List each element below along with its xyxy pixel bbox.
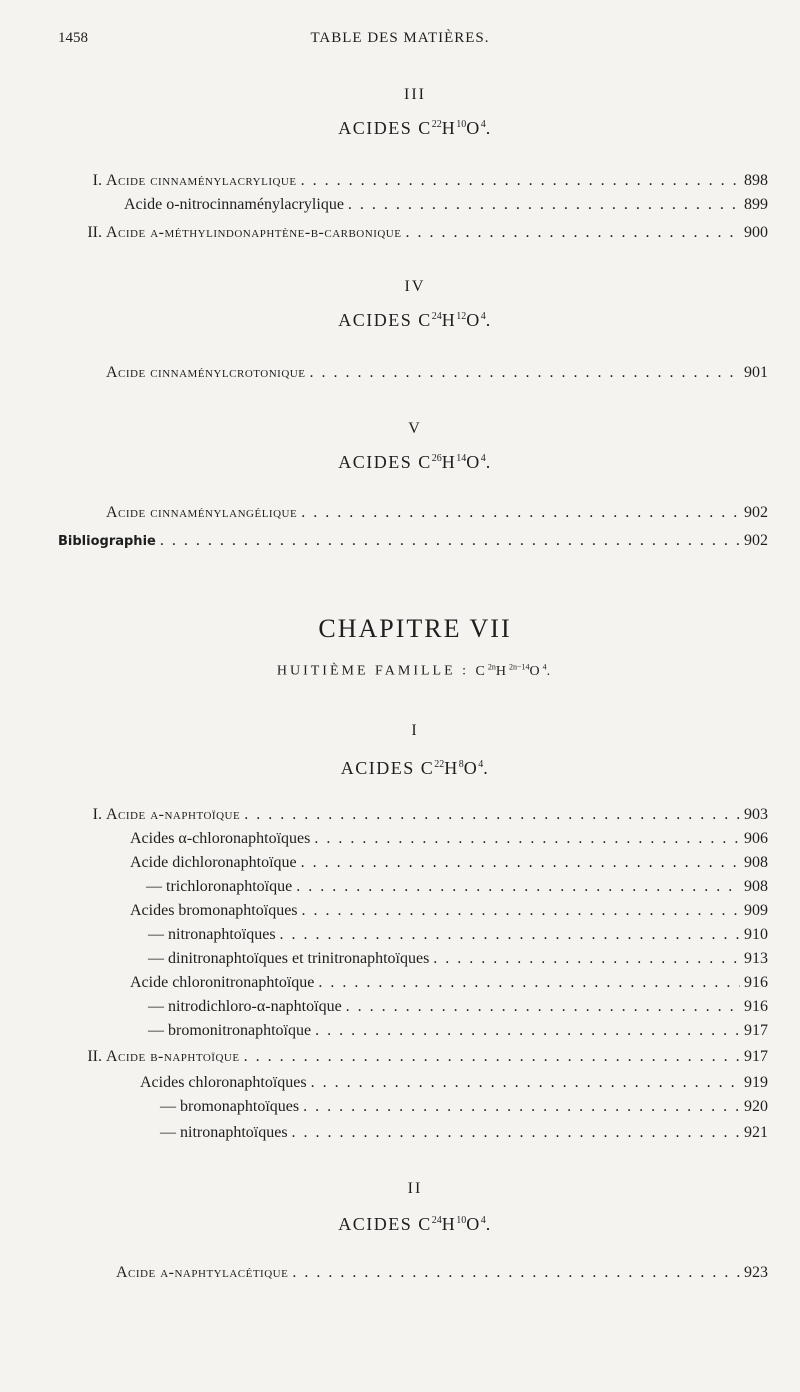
entry-title: — bromonaphtoïques (160, 1098, 300, 1115)
page-header (0, 30, 800, 54)
dot-leader (280, 924, 740, 946)
dot-leader (309, 362, 740, 384)
chemical-formula: $C^{24}H^{10}O^4$. (418, 1214, 492, 1234)
running-title: TABLE DES MATIÈRES. (310, 30, 490, 46)
formula-superscript: 4 (480, 119, 486, 130)
entry-title: Acide α-méthylindonaphtène-β-carbonique (106, 224, 402, 241)
chemical-formula: $C^{2n}H^{2n-14}O^4$. (475, 662, 554, 679)
entry-page-number: 917 (744, 1048, 768, 1065)
toc-entry[interactable] (76, 804, 768, 826)
toc-entry[interactable] (140, 1072, 768, 1094)
toc-entry[interactable] (124, 194, 768, 216)
dot-leader (315, 1020, 740, 1042)
formula-superscript: 2n (487, 662, 496, 671)
formula-superscript: 4 (478, 759, 484, 770)
section-heading (0, 1214, 800, 1235)
entry-page-number: 916 (744, 974, 768, 991)
section-heading (0, 118, 800, 139)
formula-superscript: 8 (458, 759, 464, 770)
toc-entry[interactable] (160, 1122, 768, 1144)
entry-page-number: 906 (744, 830, 768, 847)
entry-title: Acide cinnaménylcrotonique (106, 364, 306, 381)
entry-title: — nitrodichloro-α-naphtoïque (148, 998, 342, 1015)
dot-leader (244, 1046, 740, 1068)
entry-title: Acide α-naphtylacétique (116, 1264, 289, 1281)
formula-superscript: 22 (434, 759, 445, 770)
formula-superscript: 22 (431, 119, 442, 130)
toc-entry[interactable] (76, 222, 768, 244)
formula-superscript: 4 (480, 453, 486, 464)
section-heading (0, 452, 800, 473)
toc-entry[interactable] (148, 924, 768, 946)
section-heading-label: ACIDES (340, 758, 415, 778)
formula-superscript: 12 (456, 311, 467, 322)
entry-page-number: 902 (744, 504, 768, 521)
formula-superscript: 26 (431, 453, 442, 464)
entry-title: Acides chloronaphtoïques (140, 1074, 307, 1091)
section-roman-numeral: II (407, 1180, 423, 1197)
entry-title: — nitronaphtoïques (160, 1124, 288, 1141)
dot-leader (160, 530, 740, 552)
dot-leader (296, 876, 740, 898)
dot-leader (301, 852, 740, 874)
entry-title: Acides bromonaphtoïques (130, 902, 298, 919)
entry-title: Acide cinnaménylacrylique (106, 172, 297, 189)
entry-page-number: 901 (744, 364, 768, 381)
section-heading-label: ACIDES (338, 452, 413, 472)
entry-page-number: 898 (744, 172, 768, 189)
entry-title: Acides α-chloronaphtoïques (130, 830, 311, 847)
chemical-formula: $C^{26}H^{14}O^4$. (418, 452, 492, 472)
entry-page-number: 902 (744, 532, 768, 549)
section-heading (0, 758, 800, 779)
entry-title: — bromonitronaphtoïque (148, 1022, 312, 1039)
entry-number: I. (92, 172, 102, 189)
entry-page-number: 908 (744, 854, 768, 871)
chapter-title: CHAPITRE VII (318, 614, 512, 643)
toc-entry[interactable] (130, 900, 768, 922)
dot-leader (301, 502, 740, 524)
formula-superscript: 24 (431, 311, 442, 322)
section-roman-numeral: V (408, 420, 422, 437)
toc-entry[interactable] (148, 996, 768, 1018)
page-number: 1458 (58, 30, 88, 46)
dot-leader (405, 222, 740, 244)
toc-entry[interactable] (130, 972, 768, 994)
formula-superscript: 4 (542, 662, 547, 671)
toc-entry[interactable] (130, 852, 768, 874)
toc-entry[interactable] (76, 1046, 768, 1068)
dot-leader (311, 1072, 740, 1094)
formula-superscript: 4 (480, 311, 486, 322)
entry-number: II. (87, 1048, 102, 1065)
dot-leader (302, 900, 740, 922)
entry-number: I. (92, 806, 102, 823)
entry-title: Bibliographie (58, 534, 156, 549)
section-heading-label: ACIDES (338, 310, 413, 330)
section-roman-numeral: I (411, 722, 419, 739)
chemical-formula: $C^{24}H^{12}O^4$. (418, 310, 492, 330)
toc-entry[interactable] (116, 1262, 768, 1284)
formula-superscript: 4 (480, 1215, 486, 1226)
entry-title: Acide β-naphtoïque (106, 1048, 240, 1065)
toc-entry[interactable] (58, 530, 768, 552)
entry-title: — trichloronaphtoïque (146, 878, 293, 895)
toc-entry[interactable] (148, 1020, 768, 1042)
chemical-formula: $C^{22}H^{10}O^4$. (418, 118, 492, 138)
dot-leader (348, 194, 740, 216)
chemical-formula: $C^{22}H^8O^4$. (420, 758, 490, 778)
entry-title: Acide α-naphtoïque (106, 806, 241, 823)
section-heading-label: ACIDES (338, 118, 413, 138)
entry-title: Acide o-nitrocinnaménylacrylique (124, 196, 344, 213)
toc-entry[interactable] (106, 502, 768, 524)
entry-number: II. (87, 224, 102, 241)
entry-page-number: 916 (744, 998, 768, 1015)
toc-entry[interactable] (148, 948, 768, 970)
entry-page-number: 899 (744, 196, 768, 213)
dot-leader (244, 804, 740, 826)
entry-title: Acide dichloronaphtoïque (130, 854, 297, 871)
dot-leader (346, 996, 740, 1018)
dot-leader (292, 1122, 740, 1144)
entry-page-number: 923 (744, 1264, 768, 1281)
toc-entry[interactable] (160, 1096, 768, 1118)
section-heading (0, 310, 800, 331)
entry-title: Acide chloronitronaphtoïque (130, 974, 315, 991)
entry-page-number: 917 (744, 1022, 768, 1039)
entry-page-number: 910 (744, 926, 768, 943)
dot-leader (303, 1096, 740, 1118)
family-label: HUITIÈME FAMILLE : (276, 663, 476, 679)
entry-page-number: 913 (744, 950, 768, 967)
formula-superscript: 10 (456, 1215, 467, 1226)
entry-page-number: 921 (744, 1124, 768, 1141)
formula-superscript: 2n−14 (509, 662, 530, 671)
entry-page-number: 920 (744, 1098, 768, 1115)
toc-entry[interactable] (76, 170, 768, 192)
entry-page-number: 900 (744, 224, 768, 241)
entry-title: Acide cinnaménylangélique (106, 504, 298, 521)
section-roman-numeral: IV (404, 278, 426, 295)
entry-title: — dinitronaphtoïques et trinitronaphtoïques (148, 950, 430, 967)
toc-entry[interactable] (146, 876, 768, 898)
section-roman-numeral: III (404, 86, 426, 103)
toc-entry[interactable] (106, 362, 768, 384)
toc-entry[interactable] (130, 828, 768, 850)
entry-page-number: 919 (744, 1074, 768, 1091)
dot-leader (318, 972, 740, 994)
dot-leader (433, 948, 740, 970)
formula-superscript: 14 (456, 453, 467, 464)
section-heading-label: ACIDES (338, 1214, 413, 1234)
formula-superscript: 24 (431, 1215, 442, 1226)
dot-leader (314, 828, 740, 850)
chapter-subtitle (0, 662, 800, 680)
dot-leader (301, 170, 740, 192)
entry-title: — nitronaphtoïques (148, 926, 276, 943)
entry-page-number: 908 (744, 878, 768, 895)
dot-leader (292, 1262, 740, 1284)
entry-page-number: 903 (744, 806, 768, 823)
entry-page-number: 909 (744, 902, 768, 919)
formula-superscript: 10 (456, 119, 467, 130)
